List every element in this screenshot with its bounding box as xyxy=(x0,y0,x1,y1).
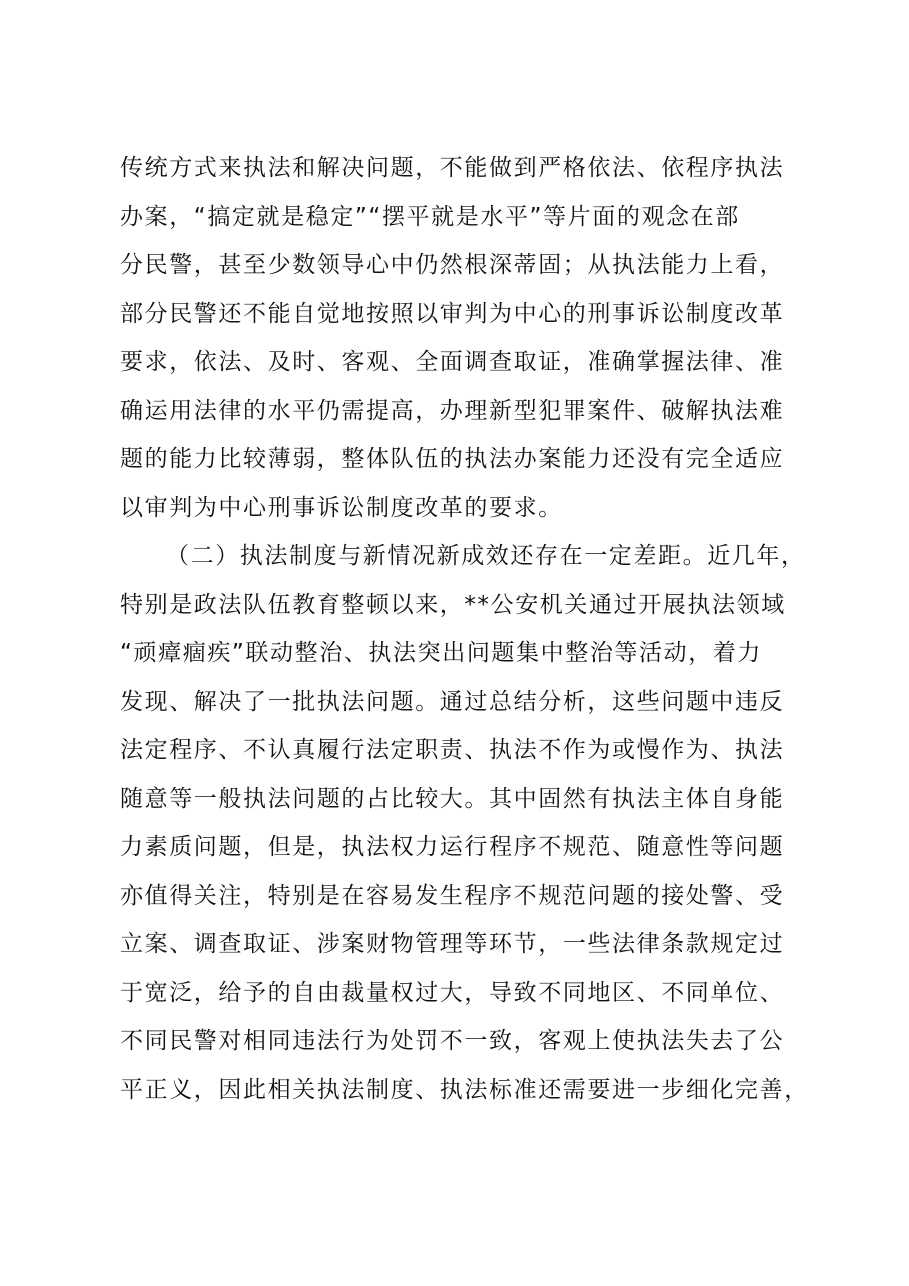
text-line: 亦值得关注，特别是在容易发生程序不规范问题的接处警、受 xyxy=(120,883,785,909)
text-line: 办案，“搞定就是稳定”“摆平就是水平”等片面的观念在部 xyxy=(120,204,740,230)
text-line: 分民警，甚至少数领导心中仍然根深蒂固；从执法能力上看， xyxy=(120,252,785,278)
text-line: 随意等一般执法问题的占比较大。其中固然有执法主体自身能 xyxy=(120,786,785,812)
text-line: 于宽泛，给予的自由裁量权过大，导致不同地区、不同单位、 xyxy=(120,980,785,1006)
text-line: 平正义，因此相关执法制度、执法标准还需要进一步细化完善， xyxy=(120,1077,809,1103)
text-line: 不同民警对相同违法行为处罚不一致，客观上使执法失去了公 xyxy=(120,1028,785,1054)
text-line: 法定程序、不认真履行法定职责、执法不作为或慢作为、执法 xyxy=(120,737,785,763)
text-line: 立案、调查取证、涉案财物管理等环节，一些法律条款规定过 xyxy=(120,931,785,957)
text-line: 力素质问题，但是，执法权力运行程序不规范、随意性等问题 xyxy=(120,834,785,860)
text-line: 题的能力比较薄弱，整体队伍的执法办案能力还没有完全适应 xyxy=(120,446,785,472)
text-line: 传统方式来执法和解决问题，不能做到严格依法、依程序执法 xyxy=(120,155,785,181)
text-line: 要求，依法、及时、客观、全面调查取证，准确掌握法律、准 xyxy=(120,349,785,375)
text-line: 确运用法律的水平仍需提高，办理新型犯罪案件、破解执法难 xyxy=(120,398,785,424)
text-line: 部分民警还不能自觉地按照以审判为中心的刑事诉讼制度改革 xyxy=(120,301,785,327)
text-line: 特别是政法队伍教育整顿以来，**公安机关通过开展执法领域 xyxy=(120,592,786,618)
section-heading-line: （二）执法制度与新情况新成效还存在一定差距。近几年， xyxy=(166,543,806,569)
text-line: 发现、解决了一批执法问题。通过总结分析，这些问题中违反 xyxy=(120,689,785,715)
text-line: “顽瘴痼疾”联动整治、执法突出问题集中整治等活动，着力 xyxy=(120,640,763,666)
text-line: 以审判为中心刑事诉讼制度改革的要求。 xyxy=(120,495,563,521)
